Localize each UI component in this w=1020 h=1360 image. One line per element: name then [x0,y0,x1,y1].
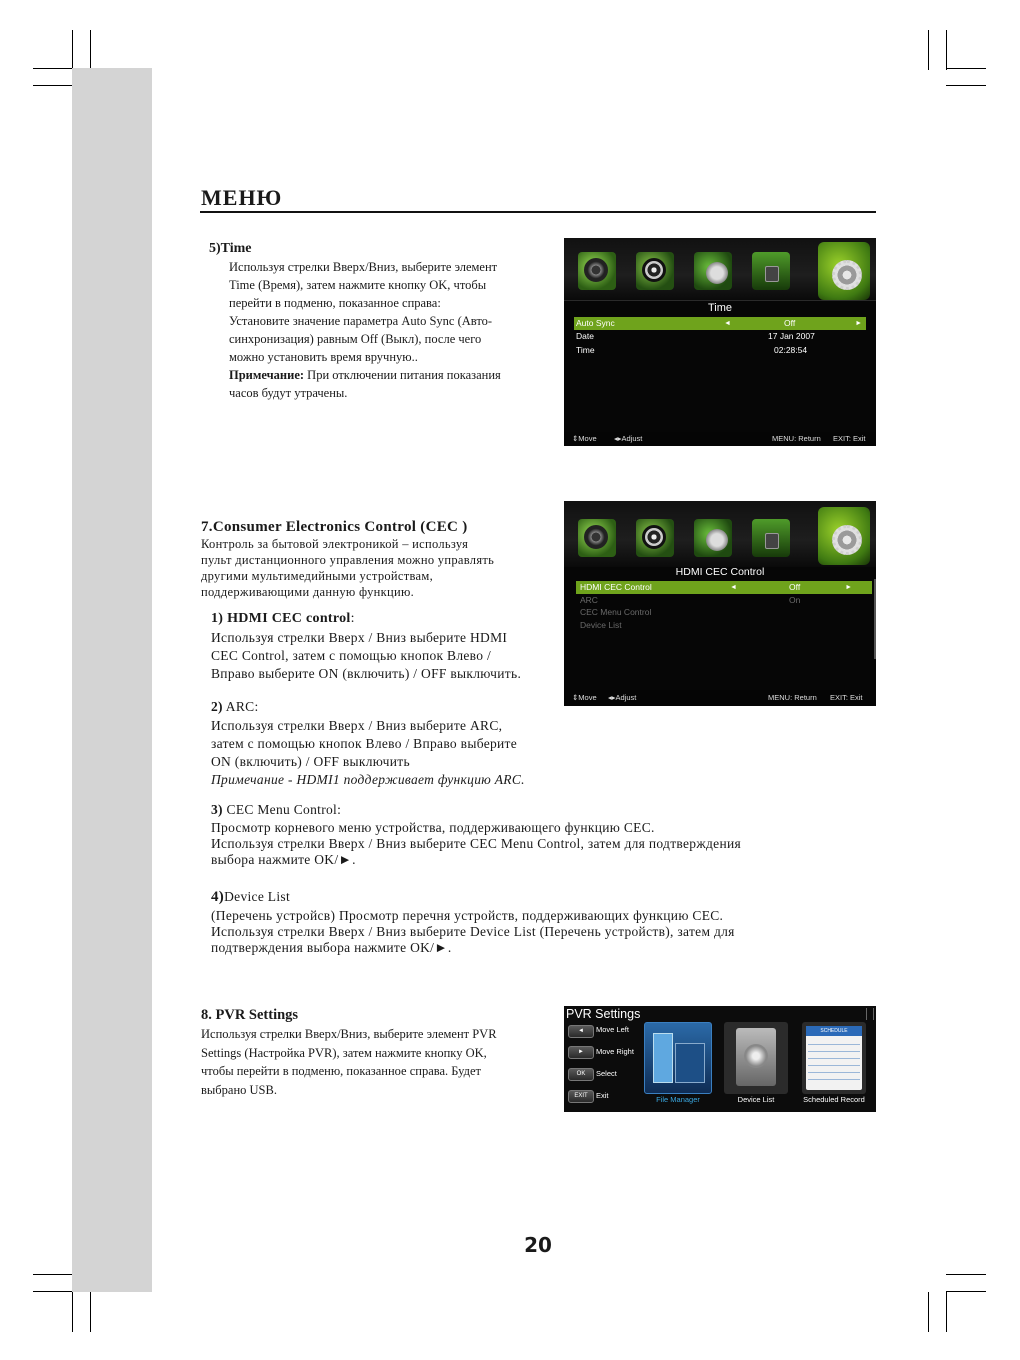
hdmi-cec-line: CEC Control, затем с помощью кнопок Влево / [211,648,492,663]
right-arrow-icon: ► [845,584,852,591]
move-right-key[interactable]: ► [568,1046,594,1059]
cec-line: пульт дистанционного управления можно управлять [201,553,495,567]
pvr-line: выбрано USB. [201,1082,277,1097]
menu-footer [564,690,876,706]
row-label: ARC [580,595,598,605]
time-line: перейти в подменю, показанное справа: [229,296,441,310]
cec-menu-control-line: Просмотр корневого меню устройства, поддерживающего функцию CEC. [211,820,655,835]
channel-icon [694,519,732,557]
arc-line: Используя стрелки Вверх / Вниз выберите ARC, [211,718,503,733]
pvr-title: PVR Settings [566,1007,641,1021]
page-title: МЕНЮ [201,185,283,210]
scheduled-record-caption: Scheduled Record [803,1095,865,1104]
note-label: Примечание: [229,368,305,382]
hdmi-cec-line: Вправо выберите ON (включить) / OFF выключить. [211,666,522,681]
page-number: 20 [524,1233,552,1257]
crop-mark [946,1292,947,1332]
pvr-line: чтобы перейти в подменю, показанное справа. Будет [201,1064,482,1078]
cec-line: Контроль за бытовой электроникой – используя [201,537,469,551]
scheduled-record-card[interactable] [802,1022,866,1094]
row-label: CEC Menu Control [580,607,652,617]
cec-menu-control-heading: 3) CEC Menu Control: [211,802,342,817]
right-arrow-icon: ► [855,320,862,327]
file-manager-card[interactable] [644,1022,712,1094]
row-value: 17 Jan 2007 [768,331,815,341]
menu-title: HDMI CEC Control [675,566,765,578]
menu-icon-bar [564,238,876,300]
move-hint: ⇕ Move [572,434,597,443]
pvr-section-text [201,1005,497,1099]
crop-mark [90,1292,91,1332]
crop-mark [946,85,986,86]
scrollbar[interactable] [874,579,876,659]
time-line: можно установить время вручную.. [229,350,418,364]
select-label: Select [596,1069,617,1078]
cec-menu-control-text [211,800,741,868]
cec-menu-control-line: Используя стрелки Вверх / Вниз выберите CEC Menu Control, затем для подтверждения [211,836,742,851]
crop-mark [946,1274,986,1275]
picture-icon [578,252,616,290]
pvr-line: Используя стрелки Вверх/Вниз, выберите элемент PVR [201,1027,497,1041]
exit-hint: EXIT: Exit [833,434,866,443]
menu-row-auto-sync[interactable] [574,317,866,330]
crop-mark [33,85,73,86]
arc-heading: 2) ARC: [211,699,259,714]
exit-hint: EXIT: Exit [830,693,863,702]
crop-mark [946,30,947,70]
note-text: При отключении питания показания [307,368,501,382]
file-manager-caption: File Manager [656,1095,700,1104]
lock-icon [752,252,790,290]
cec-line: поддерживающими данную функцию. [201,585,415,599]
schedule-header: SCHEDULE [806,1026,862,1036]
left-arrow-icon: ◄ [730,584,737,591]
exit-key[interactable]: EXIT [568,1090,594,1103]
cec-section-text [201,518,494,600]
cec-line: другими мультимедийными устройствам, [201,569,434,583]
crop-mark [90,30,91,70]
hdmi-cec-text [211,609,521,683]
row-value: On [789,595,801,605]
return-hint: MENU: Return [772,434,821,443]
menu-title: Time [707,302,733,314]
return-hint: MENU: Return [768,693,817,702]
device-list-line: (Перечень устройсв) Просмотр перечня устройств, поддерживающих функцию CEC. [211,908,724,923]
crop-mark [72,1292,73,1332]
row-value: Off [784,318,796,328]
menu-row-date[interactable] [574,330,866,343]
time-note-line2: часов будут утрачены. [229,386,348,400]
pvr-settings-screenshot [564,1006,876,1112]
device-list-line: подтверждения выбора нажмите OK/►. [211,940,452,955]
sound-icon [636,252,674,290]
cec-menu-screenshot [564,501,876,706]
adjust-hint: ◂▸ Adjust [614,434,643,443]
time-heading: 5)Time [209,241,252,256]
row-label: HDMI CEC Control [580,582,652,592]
cec-menu-control-line: выбора нажмите OK/►. [211,852,356,867]
crop-mark [928,1292,929,1332]
setup-icon-selected [818,507,870,565]
menu-row-device-list[interactable] [576,619,872,632]
crop-mark [928,30,929,70]
setup-icon-selected [818,242,870,300]
arc-line: ON (включить) / OFF выключить [211,754,410,769]
move-right-label: Move Right [596,1047,634,1056]
row-label: Auto Sync [576,318,615,328]
menu-footer [564,432,876,446]
move-left-label: Move Left [596,1025,629,1034]
menu-row-time[interactable] [574,344,866,357]
sound-icon [636,519,674,557]
crop-mark [33,1274,73,1275]
cec-heading: 7.Consumer Electronics Control (CEC ) [201,519,468,535]
crop-mark [33,1291,73,1292]
picture-icon [578,519,616,557]
channel-icon [694,252,732,290]
time-note [229,366,501,384]
move-left-key[interactable]: ◄ [568,1025,594,1038]
menu-icon-bar [564,501,876,567]
device-list-text [211,886,735,956]
adjust-hint: ◂▸ Adjust [608,693,637,702]
crop-mark [72,30,73,70]
exit-label: Exit [596,1091,609,1100]
time-line: Time (Время), затем нажмите кнопку OK, чтобы [229,278,487,292]
row-value: Off [789,582,801,592]
pvr-heading: 8. PVR Settings [201,1007,299,1023]
time-section-text [209,240,501,402]
time-line: Используя стрелки Вверх/Вниз, выберите элемент [229,260,498,274]
menu-row-hdmi-cec[interactable] [576,581,872,594]
crop-mark [33,68,73,69]
row-label: Date [576,331,594,341]
pvr-line: Settings (Настройка PVR), затем нажмите кнопку OK, [201,1045,487,1060]
time-line: синхронизация) равным Off (Выкл), после чего [229,332,482,346]
menu-row-cec-menu-control[interactable] [576,606,872,619]
left-arrow-icon: ◄ [724,320,731,327]
device-list-card[interactable] [724,1022,788,1094]
device-list-heading: 4)Device List [211,889,291,905]
row-label: Device List [580,620,622,630]
crop-mark [946,68,986,69]
move-hint: ⇕ Move [572,693,597,702]
arc-note: Примечание - HDMI1 поддерживает функцию ARC. [211,772,525,787]
side-margin-bar [72,68,152,1292]
title-divider [200,211,876,213]
row-value: 02:28:54 [774,345,808,355]
select-key[interactable]: OK [568,1068,594,1081]
arc-line: затем с помощью кнопок Влево / Вправо выберите [211,736,518,751]
crop-mark [946,1291,986,1292]
device-list-line: Используя стрелки Вверх / Вниз выберите Device List (Перечень устройств), затем для [211,924,735,939]
arc-text [211,697,525,789]
row-label: Time [576,345,595,355]
device-list-caption: Device List [737,1095,775,1104]
time-menu-screenshot [564,238,876,446]
time-line: Установите значение параметра Auto Sync (Авто- [229,314,493,328]
hdmi-cec-line: Используя стрелки Вверх / Вниз выберите HDMI [211,630,508,645]
hdmi-cec-heading: 1) HDMI CEC control: [211,611,355,626]
lock-icon [752,519,790,557]
